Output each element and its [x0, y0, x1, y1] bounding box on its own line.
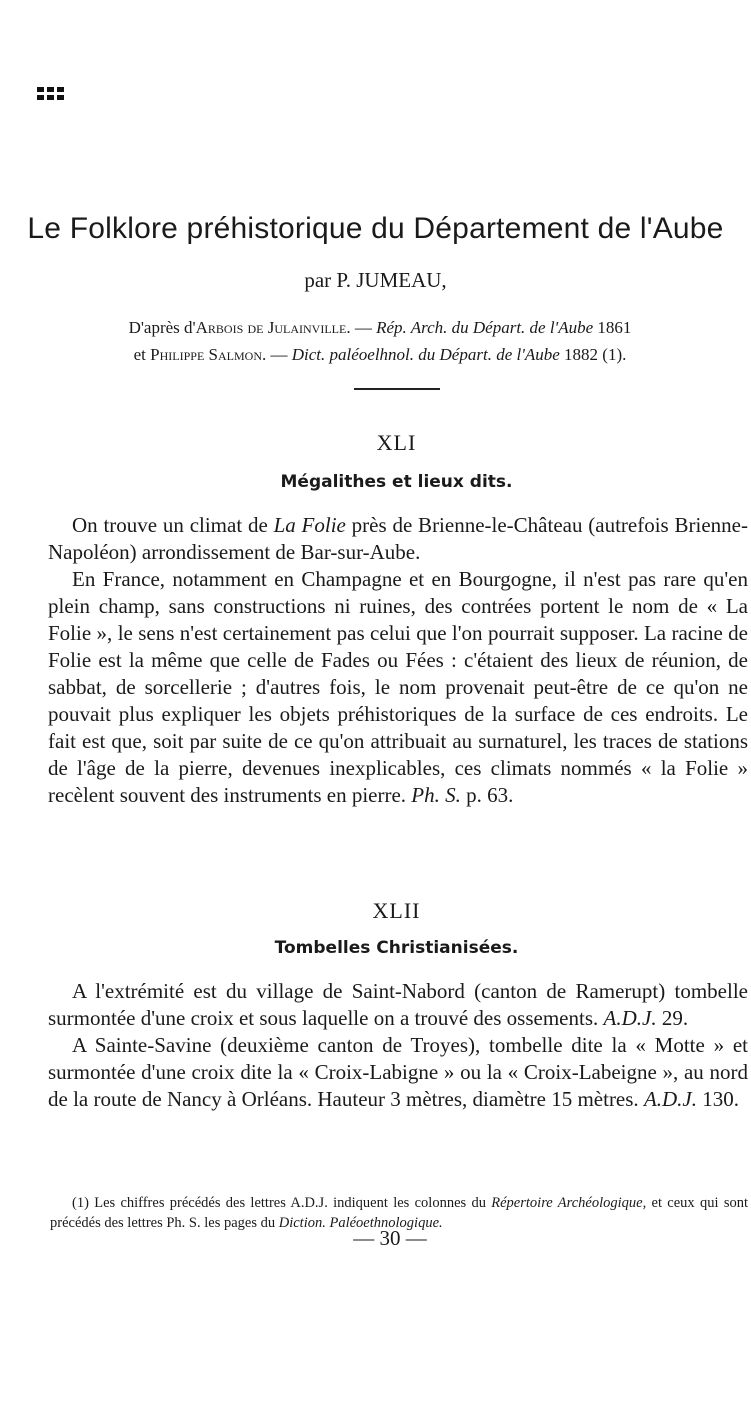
source-reference: Rép. Arch. du Départ. de l'Aube [376, 318, 594, 337]
section-title: Mégalithes et lieux dits. [280, 472, 513, 492]
source-line-2 [40, 341, 720, 368]
separator-rule [354, 388, 440, 390]
source-author: Arbois de Julainville. [195, 318, 351, 337]
footnote: (1) Les chiffres précédés des lettres A.D.J. indiquent les colonnes du Répertoire Archéologique, et ceux qui sont précédés des lettres Ph. S. les pages du Diction. Paléoethnologique. [50, 1195, 748, 1231]
paragraph: A Sainte-Savine (deuxième canton de Troyes), tombelle dite la « Motte » et surmontée d'une croix dite la « Croix-Labigne » ou la « Croix-Labeigne », au nord de la route de Nancy à Orléans. Hauteur 3 mètres, diamètre 15 mètres. A.D.J. 130. [48, 1033, 748, 1111]
source-citation [40, 314, 720, 368]
paragraph: A l'extrémité est du village de Saint-Nabord (canton de Ramerupt) tombelle surmontée d'une croix et sous laquelle on a trouvé des ossements. A.D.J. 29. [48, 979, 748, 1030]
source-year: 1861 [593, 318, 632, 337]
source-reference: Dict. paléoelhnol. du Départ. de l'Aube [291, 345, 560, 364]
section-title: Tombelles Christianisées. [274, 938, 519, 958]
section-number: XLI [376, 430, 417, 455]
source-line-1 [40, 314, 720, 341]
section-body [48, 512, 748, 809]
byline: par P. JUMEAU, [304, 268, 447, 292]
page-number: — 30 — [353, 1226, 427, 1250]
section-number: XLII [372, 898, 421, 923]
source-dash: — [350, 318, 377, 337]
printer-ornament-icon [37, 86, 67, 111]
source-prefix: D'après d' [128, 318, 196, 337]
source-dash: — [266, 345, 292, 364]
source-author: Philippe Salmon. [150, 345, 267, 364]
paragraph: En France, notamment en Champagne et en Bourgogne, il n'est pas rare qu'en plein champ, sans constructions ni ruines, des contrées portent le nom de « La Folie », le sens n'est certainement pas celui que l'on pourrait supposer. La racine de Folie est la même que celle de Fades ou Fées : c'étaient des lieux de réunion, de sabbat, de sorcellerie ; d'autres fois, le nom provenait peut-être de ce qu'on ne pouvait plus expliquer les objets préhistoriques de la surface de ces endroits. Le fait est que, soit par suite de ce qu'on attribuait au surnaturel, les traces de stations de l'âge de la pierre, devenues inexplicables, ces climats nommés « la Folie » recèlent souvent des instruments en pierre. Ph. S. p. 63. [48, 567, 748, 807]
page-title: Le Folklore préhistorique du Département de l'Aube [27, 212, 724, 245]
section-body [48, 978, 748, 1113]
source-prefix: et [133, 345, 151, 364]
source-year: 1882 (1). [559, 345, 627, 364]
paragraph: On trouve un climat de La Folie près de Brienne-le-Château (autrefois Brienne-Napoléon) arrondissement de Bar-sur-Aube. [48, 513, 748, 564]
